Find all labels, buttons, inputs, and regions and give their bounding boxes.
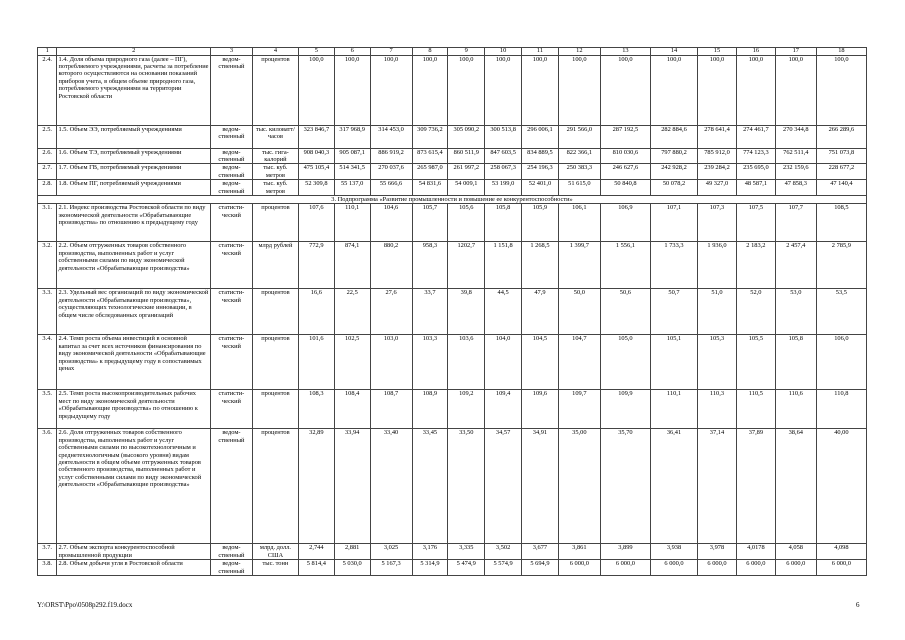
value-cell: 37,14 xyxy=(698,429,737,544)
column-number: 11 xyxy=(522,48,559,56)
value-cell: 107,6 xyxy=(298,204,334,242)
indicator-unit: тыс. киловатт/часов xyxy=(252,125,298,148)
indicator-source: ведом-ственный xyxy=(210,180,252,196)
value-cell: 105,3 xyxy=(698,335,737,390)
value-cell: 35,70 xyxy=(600,429,650,544)
value-cell: 785 912,0 xyxy=(698,148,737,164)
value-cell: 105,6 xyxy=(448,204,485,242)
indicator-unit: тыс. куб. метров xyxy=(252,164,298,180)
value-cell: 110,6 xyxy=(775,390,816,429)
footer-file-path: Y:\ORST\Ppo\0508p292.f19.docx xyxy=(37,601,133,609)
value-cell: 1 399,7 xyxy=(558,242,600,289)
indicator-source: ведом-ственный xyxy=(210,164,252,180)
value-cell: 40,00 xyxy=(816,429,866,544)
value-cell: 2 785,9 xyxy=(816,242,866,289)
value-cell: 102,5 xyxy=(334,335,370,390)
value-cell: 908 040,3 xyxy=(298,148,334,164)
value-cell: 38,64 xyxy=(775,429,816,544)
value-cell: 52 309,8 xyxy=(298,180,334,196)
value-cell: 5 030,0 xyxy=(334,560,370,576)
column-number: 3 xyxy=(210,48,252,56)
value-cell: 104,5 xyxy=(522,335,559,390)
value-cell: 261 997,2 xyxy=(448,164,485,180)
value-cell: 33,7 xyxy=(412,289,448,335)
value-cell: 53 199,0 xyxy=(485,180,522,196)
value-cell: 22,5 xyxy=(334,289,370,335)
indicator-source: ведом-ственный xyxy=(210,544,252,560)
row-number: 2.4. xyxy=(38,55,57,125)
indicator-name: 1.5. Объем ЭЭ, потребляемый учреждениями xyxy=(57,125,211,148)
value-cell: 3,335 xyxy=(448,544,485,560)
value-cell: 103,3 xyxy=(412,335,448,390)
value-cell: 107,5 xyxy=(736,204,775,242)
value-cell: 100,0 xyxy=(816,55,866,125)
value-cell: 51,0 xyxy=(698,289,737,335)
value-cell: 39,8 xyxy=(448,289,485,335)
indicator-source: статисти-ческий xyxy=(210,390,252,429)
value-cell: 287 192,5 xyxy=(600,125,650,148)
indicator-name: 2.2. Объем отгруженных товаров собственного производства, выполненных работ и услуг собственными силами по виду экономической деятельности «Обрабатывающие производства» xyxy=(57,242,211,289)
table-row xyxy=(38,180,867,196)
table-row xyxy=(38,204,867,242)
value-cell: 3,938 xyxy=(650,544,697,560)
column-number: 12 xyxy=(558,48,600,56)
value-cell: 103,0 xyxy=(370,335,412,390)
indicator-source: статисти-ческий xyxy=(210,204,252,242)
value-cell: 48 587,1 xyxy=(736,180,775,196)
table-row xyxy=(38,429,867,544)
value-cell: 53,5 xyxy=(816,289,866,335)
indicator-unit: тыс. куб. метров xyxy=(252,180,298,196)
value-cell: 270 037,6 xyxy=(370,164,412,180)
value-cell: 258 067,3 xyxy=(485,164,522,180)
row-number: 3.5. xyxy=(38,390,57,429)
row-number: 3.6. xyxy=(38,429,57,544)
value-cell: 107,1 xyxy=(650,204,697,242)
value-cell: 52 401,0 xyxy=(522,180,559,196)
value-cell: 1 936,0 xyxy=(698,242,737,289)
indicator-source: ведом-ственный xyxy=(210,429,252,544)
value-cell: 860 511,9 xyxy=(448,148,485,164)
value-cell: 3,502 xyxy=(485,544,522,560)
value-cell: 105,0 xyxy=(600,335,650,390)
indicators-table xyxy=(37,47,867,576)
indicator-source: статисти-ческий xyxy=(210,289,252,335)
value-cell: 266 289,6 xyxy=(816,125,866,148)
column-number: 16 xyxy=(736,48,775,56)
value-cell: 106,1 xyxy=(558,204,600,242)
indicator-unit: млрд. долл. США xyxy=(252,544,298,560)
value-cell: 51 615,0 xyxy=(558,180,600,196)
value-cell: 274 461,7 xyxy=(736,125,775,148)
value-cell: 36,41 xyxy=(650,429,697,544)
value-cell: 100,0 xyxy=(650,55,697,125)
indicator-unit: процентов xyxy=(252,390,298,429)
value-cell: 105,8 xyxy=(485,204,522,242)
value-cell: 103,6 xyxy=(448,335,485,390)
value-cell: 100,0 xyxy=(736,55,775,125)
value-cell: 3,978 xyxy=(698,544,737,560)
value-cell: 104,7 xyxy=(558,335,600,390)
column-number: 14 xyxy=(650,48,697,56)
value-cell: 6 000,0 xyxy=(650,560,697,576)
value-cell: 33,45 xyxy=(412,429,448,544)
value-cell: 100,0 xyxy=(448,55,485,125)
value-cell: 50,6 xyxy=(600,289,650,335)
value-cell: 246 627,6 xyxy=(600,164,650,180)
value-cell: 108,4 xyxy=(334,390,370,429)
value-cell: 317 968,9 xyxy=(334,125,370,148)
value-cell: 55 666,6 xyxy=(370,180,412,196)
value-cell: 4,0178 xyxy=(736,544,775,560)
value-cell: 886 919,2 xyxy=(370,148,412,164)
table-row xyxy=(38,242,867,289)
value-cell: 50 840,8 xyxy=(600,180,650,196)
value-cell: 3,899 xyxy=(600,544,650,560)
value-cell: 100,0 xyxy=(600,55,650,125)
column-number: 8 xyxy=(412,48,448,56)
row-number: 3.2. xyxy=(38,242,57,289)
value-cell: 880,2 xyxy=(370,242,412,289)
value-cell: 235 695,0 xyxy=(736,164,775,180)
value-cell: 52,0 xyxy=(736,289,775,335)
column-number: 10 xyxy=(485,48,522,56)
indicator-name: 1.4. Доля объема природного газа (далее – ПГ), потребляемого учреждениями, расчеты за потребление которого осуществляются на основании показаний приборов учета, в общем объеме природного газа, потребляемого учреждениями на территории Ростовской области xyxy=(57,55,211,125)
value-cell: 751 073,8 xyxy=(816,148,866,164)
value-cell: 847 603,5 xyxy=(485,148,522,164)
value-cell: 6 000,0 xyxy=(698,560,737,576)
value-cell: 106,0 xyxy=(816,335,866,390)
value-cell: 3,025 xyxy=(370,544,412,560)
value-cell: 50,0 xyxy=(558,289,600,335)
value-cell: 300 513,8 xyxy=(485,125,522,148)
value-cell: 34,91 xyxy=(522,429,559,544)
value-cell: 100,0 xyxy=(698,55,737,125)
value-cell: 35,00 xyxy=(558,429,600,544)
value-cell: 5 814,4 xyxy=(298,560,334,576)
table-row xyxy=(38,164,867,180)
value-cell: 5 694,9 xyxy=(522,560,559,576)
value-cell: 4,098 xyxy=(816,544,866,560)
table-row xyxy=(38,148,867,164)
column-number: 17 xyxy=(775,48,816,56)
value-cell: 108,5 xyxy=(816,204,866,242)
value-cell: 34,57 xyxy=(485,429,522,544)
value-cell: 3,861 xyxy=(558,544,600,560)
section-title: 3. Подпрограмма «Развитие промышленности и повышение ее конкурентоспособности» xyxy=(38,195,867,203)
value-cell: 110,5 xyxy=(736,390,775,429)
value-cell: 100,0 xyxy=(485,55,522,125)
value-cell: 834 889,5 xyxy=(522,148,559,164)
value-cell: 105,9 xyxy=(522,204,559,242)
column-number: 18 xyxy=(816,48,866,56)
indicator-unit: тыс. гига-калорий xyxy=(252,148,298,164)
value-cell: 101,6 xyxy=(298,335,334,390)
value-cell: 254 196,3 xyxy=(522,164,559,180)
value-cell: 5 474,9 xyxy=(448,560,485,576)
value-cell: 1 268,5 xyxy=(522,242,559,289)
value-cell: 250 383,3 xyxy=(558,164,600,180)
value-cell: 873 615,4 xyxy=(412,148,448,164)
row-number: 3.7. xyxy=(38,544,57,560)
table-row xyxy=(38,289,867,335)
value-cell: 107,3 xyxy=(698,204,737,242)
value-cell: 2,881 xyxy=(334,544,370,560)
value-cell: 109,6 xyxy=(522,390,559,429)
table-row xyxy=(38,55,867,125)
page-number: 6 xyxy=(856,601,860,609)
indicator-unit: млрд рублей xyxy=(252,242,298,289)
value-cell: 822 366,1 xyxy=(558,148,600,164)
indicator-name: 2.4. Темп роста объема инвестиций в основной капитал за счет всех источников финансирования по виду экономической деятельности «Обрабатывающие производства» к предыдущему году в сопоставимых ценах xyxy=(57,335,211,390)
value-cell: 109,9 xyxy=(600,390,650,429)
value-cell: 53,0 xyxy=(775,289,816,335)
value-cell: 1202,7 xyxy=(448,242,485,289)
value-cell: 105,5 xyxy=(736,335,775,390)
indicator-name: 1.8. Объем ПГ, потребляемый учреждениями xyxy=(57,180,211,196)
value-cell: 105,7 xyxy=(412,204,448,242)
value-cell: 47,9 xyxy=(522,289,559,335)
row-number: 3.1. xyxy=(38,204,57,242)
value-cell: 291 566,0 xyxy=(558,125,600,148)
indicator-unit: тыс. тонн xyxy=(252,560,298,576)
value-cell: 2 183,2 xyxy=(736,242,775,289)
value-cell: 47 858,3 xyxy=(775,180,816,196)
indicator-name: 1.7. Объем ГВ, потребляемый учреждениями xyxy=(57,164,211,180)
value-cell: 762 511,4 xyxy=(775,148,816,164)
value-cell: 5 314,9 xyxy=(412,560,448,576)
value-cell: 104,0 xyxy=(485,335,522,390)
indicator-name: 2.8. Объем добычи угля в Ростовской области xyxy=(57,560,211,576)
table-row xyxy=(38,544,867,560)
value-cell: 4,058 xyxy=(775,544,816,560)
value-cell: 6 000,0 xyxy=(816,560,866,576)
value-cell: 109,7 xyxy=(558,390,600,429)
row-number: 2.8. xyxy=(38,180,57,196)
value-cell: 232 159,6 xyxy=(775,164,816,180)
value-cell: 958,3 xyxy=(412,242,448,289)
column-number: 6 xyxy=(334,48,370,56)
value-cell: 228 677,2 xyxy=(816,164,866,180)
table-row xyxy=(38,390,867,429)
value-cell: 874,1 xyxy=(334,242,370,289)
value-cell: 50,7 xyxy=(650,289,697,335)
value-cell: 105,8 xyxy=(775,335,816,390)
indicator-source: ведом-ственный xyxy=(210,125,252,148)
table-row xyxy=(38,335,867,390)
value-cell: 5 574,9 xyxy=(485,560,522,576)
indicator-unit: процентов xyxy=(252,335,298,390)
value-cell: 106,9 xyxy=(600,204,650,242)
value-cell: 55 137,0 xyxy=(334,180,370,196)
indicator-unit: процентов xyxy=(252,55,298,125)
value-cell: 2,744 xyxy=(298,544,334,560)
row-number: 2.5. xyxy=(38,125,57,148)
value-cell: 265 987,0 xyxy=(412,164,448,180)
value-cell: 110,1 xyxy=(334,204,370,242)
value-cell: 797 880,2 xyxy=(650,148,697,164)
value-cell: 109,2 xyxy=(448,390,485,429)
row-number: 2.6. xyxy=(38,148,57,164)
column-number: 5 xyxy=(298,48,334,56)
value-cell: 6 000,0 xyxy=(600,560,650,576)
row-number: 3.4. xyxy=(38,335,57,390)
indicator-source: статисти-ческий xyxy=(210,242,252,289)
column-number: 15 xyxy=(698,48,737,56)
column-number: 2 xyxy=(57,48,211,56)
value-cell: 33,50 xyxy=(448,429,485,544)
value-cell: 100,0 xyxy=(298,55,334,125)
value-cell: 108,3 xyxy=(298,390,334,429)
value-cell: 6 000,0 xyxy=(558,560,600,576)
value-cell: 107,7 xyxy=(775,204,816,242)
column-number: 1 xyxy=(38,48,57,56)
value-cell: 305 090,2 xyxy=(448,125,485,148)
indicator-unit: процентов xyxy=(252,204,298,242)
value-cell: 475 105,4 xyxy=(298,164,334,180)
value-cell: 242 928,2 xyxy=(650,164,697,180)
value-cell: 296 006,1 xyxy=(522,125,559,148)
value-cell: 1 556,1 xyxy=(600,242,650,289)
value-cell: 100,0 xyxy=(412,55,448,125)
table-row xyxy=(38,125,867,148)
value-cell: 49 327,0 xyxy=(698,180,737,196)
value-cell: 3,677 xyxy=(522,544,559,560)
indicator-source: ведом-ственный xyxy=(210,55,252,125)
value-cell: 314 453,0 xyxy=(370,125,412,148)
indicator-unit: процентов xyxy=(252,289,298,335)
row-number: 3.8. xyxy=(38,560,57,576)
indicator-name: 2.5. Темп роста высокопроизводительных рабочих мест по виду экономической деятельности «Обрабатывающие производства» по отношению к предыдущему году xyxy=(57,390,211,429)
value-cell: 905 087,1 xyxy=(334,148,370,164)
value-cell: 100,0 xyxy=(775,55,816,125)
value-cell: 3,176 xyxy=(412,544,448,560)
value-cell: 810 030,6 xyxy=(600,148,650,164)
indicator-name: 1.6. Объем ТЭ, потребляемый учреждениями xyxy=(57,148,211,164)
value-cell: 514 341,5 xyxy=(334,164,370,180)
value-cell: 100,0 xyxy=(558,55,600,125)
value-cell: 16,6 xyxy=(298,289,334,335)
value-cell: 323 846,7 xyxy=(298,125,334,148)
indicator-name: 2.7. Объем экспорта конкурентоспособной промышленной продукции xyxy=(57,544,211,560)
column-number: 4 xyxy=(252,48,298,56)
value-cell: 282 884,6 xyxy=(650,125,697,148)
section-row xyxy=(38,195,867,203)
value-cell: 2 457,4 xyxy=(775,242,816,289)
value-cell: 32,89 xyxy=(298,429,334,544)
indicator-name: 2.3. Удельный вес организаций по виду экономической деятельности «Обрабатывающие производства», осуществляющих технологические инновации, в общем числе обследованных организаций xyxy=(57,289,211,335)
value-cell: 54 831,6 xyxy=(412,180,448,196)
value-cell: 239 284,2 xyxy=(698,164,737,180)
value-cell: 109,4 xyxy=(485,390,522,429)
value-cell: 33,94 xyxy=(334,429,370,544)
value-cell: 1 151,8 xyxy=(485,242,522,289)
value-cell: 772,9 xyxy=(298,242,334,289)
column-number: 7 xyxy=(370,48,412,56)
value-cell: 110,3 xyxy=(698,390,737,429)
value-cell: 110,1 xyxy=(650,390,697,429)
value-cell: 27,6 xyxy=(370,289,412,335)
value-cell: 50 078,2 xyxy=(650,180,697,196)
indicator-name: 2.1. Индекс производства Ростовской области по виду экономической деятельности «Обрабатывающие производства» по отношению к предыдущему году xyxy=(57,204,211,242)
document-page xyxy=(37,47,867,576)
row-number: 3.3. xyxy=(38,289,57,335)
indicator-source: ведом-ственный xyxy=(210,560,252,576)
value-cell: 105,1 xyxy=(650,335,697,390)
value-cell: 33,40 xyxy=(370,429,412,544)
value-cell: 108,9 xyxy=(412,390,448,429)
value-cell: 100,0 xyxy=(334,55,370,125)
indicator-unit: процентов xyxy=(252,429,298,544)
value-cell: 774 123,3 xyxy=(736,148,775,164)
column-number: 9 xyxy=(448,48,485,56)
value-cell: 100,0 xyxy=(370,55,412,125)
value-cell: 110,8 xyxy=(816,390,866,429)
table-row xyxy=(38,560,867,576)
value-cell: 309 736,2 xyxy=(412,125,448,148)
value-cell: 278 641,4 xyxy=(698,125,737,148)
indicator-source: статисти-ческий xyxy=(210,335,252,390)
value-cell: 5 167,3 xyxy=(370,560,412,576)
value-cell: 100,0 xyxy=(522,55,559,125)
value-cell: 54 009,1 xyxy=(448,180,485,196)
indicator-name: 2.6. Доля отгруженных товаров собственного производства, выполненных работ и услуг собственными силами по высокотехнологичным и среднетехнологичным (высокого уровня) видам деятельности в общем объеме отгруженных товаров собственного производства, выполненных работ и услуг собственными силами по виду экономической деятельности «Обрабатывающие производства» xyxy=(57,429,211,544)
row-number: 2.7. xyxy=(38,164,57,180)
value-cell: 104,6 xyxy=(370,204,412,242)
value-cell: 6 000,0 xyxy=(775,560,816,576)
indicator-source: ведом-ственный xyxy=(210,148,252,164)
value-cell: 270 344,8 xyxy=(775,125,816,148)
value-cell: 44,5 xyxy=(485,289,522,335)
value-cell: 1 733,3 xyxy=(650,242,697,289)
column-number: 13 xyxy=(600,48,650,56)
column-number-row xyxy=(38,48,867,56)
value-cell: 47 140,4 xyxy=(816,180,866,196)
value-cell: 6 000,0 xyxy=(736,560,775,576)
value-cell: 37,89 xyxy=(736,429,775,544)
value-cell: 108,7 xyxy=(370,390,412,429)
